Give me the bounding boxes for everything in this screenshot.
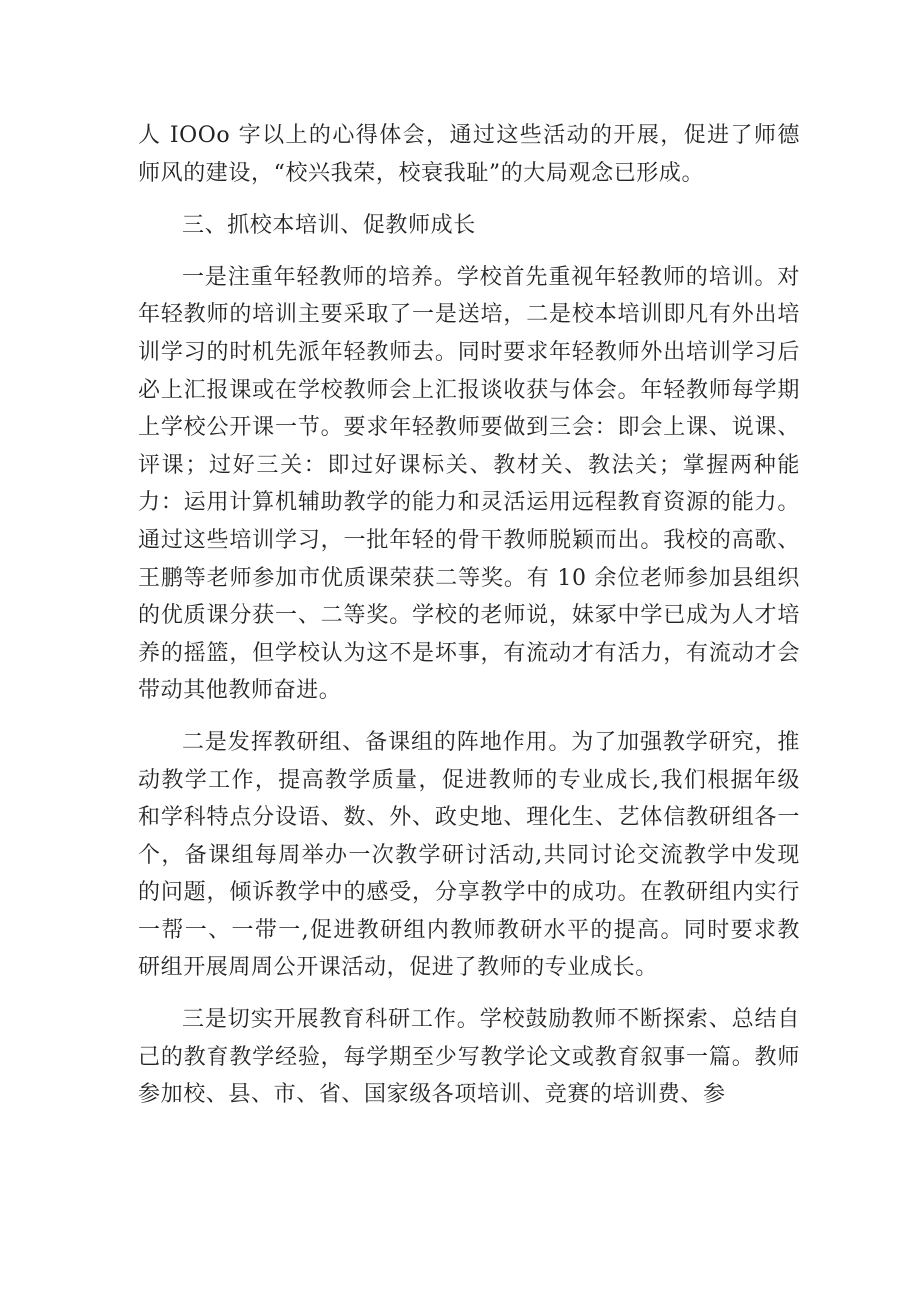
paragraph-research-work: 三是切实开展教育科研工作。学校鼓励教师不断探索、总结自己的教育教学经验，每学期至少写教学论文或教育叙事一篇。教师参加校、县、市、省、国家级各项培训、竞赛的培训费、参 [138, 1007, 800, 1108]
paragraph-young-teachers: 一是注重年轻教师的培养。学校首先重视年轻教师的培训。对年轻教师的培训主要采取了一是送培，二是校本培训即凡有外出培训学习的时机先派年轻教师去。同时要求年轻教师外出培训学习后必上汇报课或在学校教师会上汇报谈收获与体会。年轻教师每学期上学校公开课一节。要求年轻教师要做到三会：即会上课、说课、评课；过好三关：即过好课标关、教材关、教法关；掌握两种能力：运用计算机辅助教学的能力和灵活运用远程教育资源的能力。通过这些培训学习，一批年轻的骨干教师脱颖而出。我校的高歌、王鹏等老师参加市优质课荣获二等奖。有 10 余位老师参加县组织的优质课分获一、二等奖。学校的老师说，妹冢中学已成为人才培养的摇篮，但学校认为这不是坏事，有流动才有活力，有流动才会带动其他教师奋进。 [138, 264, 800, 704]
section-heading: 三、抓校本培训、促教师成长 [182, 213, 476, 239]
paragraph-continuation: 人 IOOo 字以上的心得体会，通过这些活动的开展，促进了师德师风的建设，“校兴我荣，校衰我耻”的大局观念已形成。 [138, 123, 800, 186]
document-body [138, 117, 800, 1114]
paragraph-teaching-groups: 二是发挥教研组、备课组的阵地作用。为了加强教学研究，推动教学工作，提高教学质量，促进教师的专业成长,我们根据年级和学科特点分设语、数、外、政史地、理化生、艺体信教研组各一个，备课组每周举办一次教学研讨活动,共同讨论交流教学中发现的问题，倾诉教学中的感受，分享教学中的成功。在教研组内实行一帮一、一带一,促进教研组内教师教研水平的提高。同时要求教研组开展周周公开课活动，促进了教师的专业成长。 [138, 729, 800, 981]
